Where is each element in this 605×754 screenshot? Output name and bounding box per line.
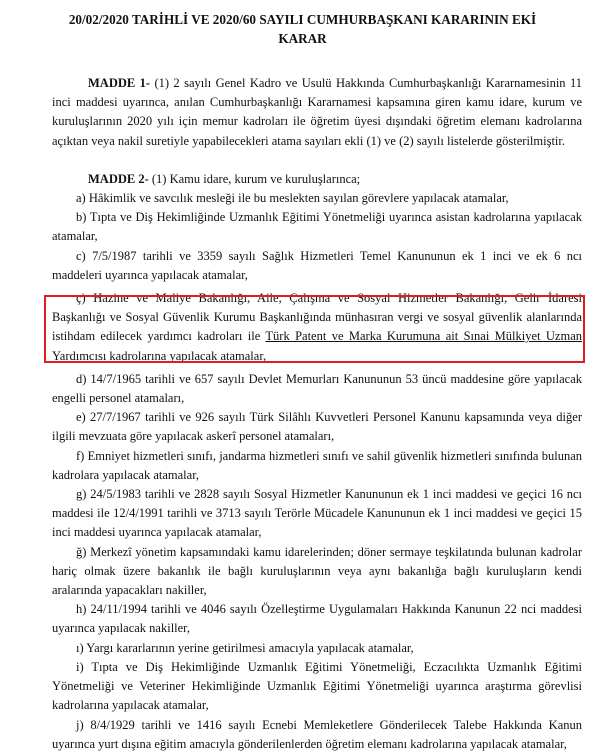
document-body [52, 74, 582, 754]
madde-2-paragraph [52, 170, 582, 189]
item-b: b) Tıpta ve Diş Hekimliğinde Uzmanlık Eğitimi Yönetmeliği uyarınca asistan kadrolarına yapılacak atamalar, [52, 210, 582, 244]
madde-1-label: MADDE 1- [88, 76, 151, 90]
madde-2-label: MADDE 2- [88, 171, 149, 186]
document-page [0, 10, 605, 751]
madde-2-intro: (1) Kamu idare, kurum ve kuruluşlarınca; [148, 171, 361, 186]
madde-1-paragraph [52, 74, 582, 151]
item-e: e) 27/7/1967 tarihli ve 926 sayılı Türk Silâhlı Kuvvetleri Personel Kanunu kapsamında veya diğer ilgili mevzuata göre yapılacak askerî personel atamaları, [52, 410, 582, 444]
item-i-dotless: ı) Yargı kararlarının yerine getirilmesi amacıyla yapılacak atamalar, [76, 640, 414, 655]
item-i: i) Tıpta ve Diş Hekimliğinde Uzmanlık Eğitimi Yönetmeliği, Eczacılıkta Uzmanlık Eğitimi Yönetmeliği ve Veteriner Hekimliğinde Uzmanlık Eğitimi Yönetmeliği uyarınca araştırma görevlisi kadrolarına yapılacak atamalar, [52, 659, 582, 713]
item-g: g) 24/5/1983 tarihli ve 2828 sayılı Sosyal Hizmetler Kanununun ek 1 inci maddesi ve geçici 16 ncı maddesi ile 12/4/1991 tarihli ve 3713 sayılı Terörle Mücadele Kanununun ek 1 inci maddesi ve geçici 15 inci maddesi uyarınca yapılacak atamalar, [52, 487, 582, 540]
paragraph-gap [52, 151, 582, 170]
item-c-cedilla-underlined: Türk Patent ve Marka Kurumuna ait Sınai Mülkiyet Uzman Yardımcısı kadrolarına yapılacak atamalar, [52, 329, 582, 363]
item-c-cedilla-text: ç) Hazine ve Maliye Bakanlığı, Aile, Çalışma ve Sosyal Hizmetler Bakanlığı, Gelir İdaresi Başkanlığı ve Sosyal Güvenlik Kurumu Başkanlığında münhasıran vergi ve sosyal güvenlik alanlarında istihdam edilecek yardımcı kadroları ile [52, 291, 582, 344]
title-line-1: 20/02/2020 TARİHLİ VE 2020/60 SAYILI CUMHURBAŞKANI KARARININ EKİ [68, 12, 537, 27]
title-line-2: KARAR [278, 31, 327, 46]
item-j: j) 8/4/1929 tarihli ve 1416 sayılı Ecnebi Memleketlere Gönderilecek Talebe Hakkında Kanun uyarınca yurt dışına eğitim amacıyla gönderilenlerden öğretim elemanı kadrolarına yapılacak atamalar, [52, 717, 582, 751]
madde-1-text: (1) 2 sayılı Genel Kadro ve Usulü Hakkında Cumhurbaşkanlığı Kararnamesinin 11 inci maddesi uyarınca, anılan Cumhurbaşkanlığı Kararnamesi kapsamına giren kamu idare, kurum ve kuruluşlarının 2020 yılı için memur kadroları ile öğretim üyesi dışındaki öğretim elemanı kadrolarına açıktan veya nakil suretiyle yapabilecekleri atama sayıları ekli (1) ve (2) sayılı listelerde gösterilmiştir. [52, 76, 582, 148]
item-h: h) 24/11/1994 tarihli ve 4046 sayılı Özelleştirme Uygulamaları Hakkında Kanunun 22 nci maddesi uyarınca yapılacak nakiller, [52, 602, 582, 636]
document-title [60, 10, 545, 48]
item-c: c) 7/5/1987 tarihli ve 3359 sayılı Sağlık Hizmetleri Temel Kanununun ek 1 inci ve ek 6 ncı maddeleri uyarınca yapılacak atamalar, [52, 248, 582, 282]
item-g-breve: ğ) Merkezî yönetim kapsamındaki kamu idarelerinden; döner sermaye teşkilatında bulunan kadrolar hariç olmak üzere bakanlık ile bağlı kuruluşlarının veya aynı bakanlığa bağlı kuruluşların kendi aralarında yapacakları nakiller, [52, 544, 582, 598]
item-a: a) Hâkimlik ve savcılık mesleği ile bu meslekten sayılan görevlere yapılacak atamalar, [76, 191, 509, 206]
item-f: f) Emniyet hizmetleri sınıfı, jandarma hizmetleri sınıfı ve sahil güvenlik hizmetleri sınıfında bulunan kadrolara yapılacak atamalar, [52, 448, 582, 482]
item-d: d) 14/7/1965 tarihli ve 657 sayılı Devlet Memurları Kanununun 53 üncü maddesine göre yapılacak engelli personel atamaları, [52, 371, 582, 406]
red-highlight-box [44, 295, 585, 363]
